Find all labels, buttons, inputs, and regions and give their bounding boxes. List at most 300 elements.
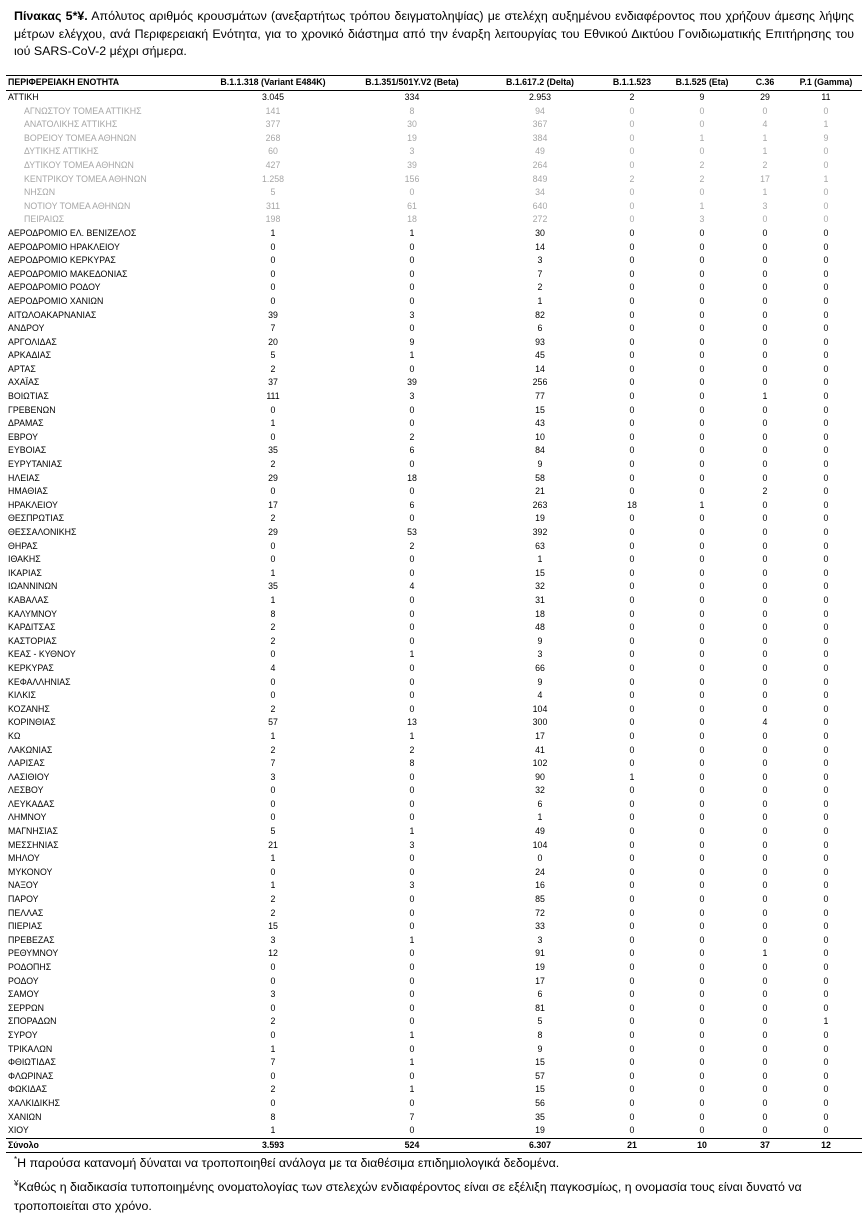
region-name: ΑΝΑΤΟΛΙΚΗΣ ΑΤΤΙΚΗΣ	[24, 119, 118, 130]
case-count: 60	[268, 146, 278, 157]
case-count: 0	[629, 527, 635, 537]
case-count: 0	[762, 1111, 768, 1122]
case-count: 0	[762, 105, 768, 116]
case-count: 1	[537, 812, 543, 823]
case-count: 53	[407, 527, 417, 537]
case-count: 0	[699, 839, 705, 850]
case-count: 2	[270, 1016, 276, 1027]
case-count: 0	[409, 662, 415, 673]
case-count: 45	[535, 350, 545, 361]
case-count: 0	[629, 826, 635, 837]
case-count: 0	[629, 921, 635, 932]
case-count: 15	[268, 921, 278, 932]
case-count: 0	[699, 1002, 705, 1013]
case-count: 0	[823, 744, 829, 755]
case-count: 4	[537, 690, 543, 701]
case-count: 0	[762, 418, 768, 429]
case-count: 0	[823, 934, 829, 945]
case-count: 0	[629, 812, 635, 823]
case-count: 0	[762, 1016, 768, 1027]
case-count: 640	[532, 200, 548, 211]
case-count: 0	[270, 649, 276, 660]
case-count: 0	[699, 662, 705, 673]
case-count: 0	[699, 608, 705, 619]
case-count: 0	[699, 1029, 705, 1040]
case-count: 0	[699, 758, 705, 769]
case-count: 0	[823, 730, 829, 741]
case-count: 0	[762, 798, 768, 809]
case-count: 15	[535, 404, 545, 415]
case-count: 7	[409, 1111, 415, 1122]
case-count: 0	[823, 540, 829, 551]
case-count: 0	[823, 1029, 829, 1040]
region-name: ΑΡΚΑΔΙΑΣ	[8, 350, 52, 361]
case-count: 1	[270, 880, 276, 891]
case-count: 311	[265, 200, 281, 211]
case-count: 0	[409, 1016, 415, 1027]
table-row	[6, 975, 862, 989]
case-count: 0	[629, 445, 635, 456]
case-count: 0	[699, 567, 705, 578]
case-count: 0	[699, 486, 705, 497]
case-count: 0	[699, 472, 705, 483]
footnote-mark: *	[14, 1155, 18, 1164]
case-count: 1	[823, 1016, 829, 1027]
case-count: 0	[823, 853, 829, 864]
table-row	[6, 281, 862, 295]
case-count: 4	[762, 119, 768, 130]
case-count: 0	[629, 730, 635, 741]
case-count: 0	[699, 527, 705, 537]
case-count: 0	[629, 268, 635, 279]
case-count: 0	[270, 812, 276, 823]
region-name: ΑΕΡΟΔΡΟΜΙΟ ΜΑΚΕΔΟΝΙΑΣ	[8, 268, 128, 279]
case-count: 6	[409, 499, 415, 510]
region-name: ΦΛΩΡΙΝΑΣ	[8, 1070, 54, 1081]
case-count: 0	[823, 839, 829, 850]
case-count: 0	[270, 866, 276, 877]
case-count: 0	[629, 323, 635, 334]
case-count: 0	[270, 255, 276, 266]
case-count: 0	[699, 1084, 705, 1095]
case-count: 0	[270, 1097, 276, 1108]
footnotes	[14, 1150, 854, 1217]
case-count: 0	[699, 404, 705, 415]
case-count: 0	[629, 214, 635, 225]
case-count: 0	[699, 268, 705, 279]
case-count: 9	[409, 336, 415, 347]
table-row	[6, 784, 862, 798]
case-count: 0	[629, 132, 635, 143]
case-count: 0	[629, 744, 635, 755]
case-count: 0	[699, 921, 705, 932]
case-count: 17	[535, 975, 545, 986]
table-row	[6, 309, 862, 323]
case-count: 0	[629, 159, 635, 170]
case-count: 0	[629, 635, 635, 646]
case-count: 0	[762, 594, 768, 605]
case-count: 0	[823, 826, 829, 837]
case-count: 0	[762, 758, 768, 769]
case-count: 0	[629, 282, 635, 293]
case-count: 0	[823, 268, 829, 279]
case-count: 0	[823, 1070, 829, 1081]
case-count: 0	[699, 581, 705, 592]
case-count: 10	[664, 1138, 740, 1153]
table-row	[6, 703, 862, 717]
case-count: 0	[762, 472, 768, 483]
table-row	[6, 648, 862, 662]
case-count: 77	[535, 391, 545, 402]
case-count: 0	[823, 214, 829, 225]
region-name: ΑΕΡΟΔΡΟΜΙΟ ΗΡΑΚΛΕΙΟΥ	[8, 241, 120, 252]
case-count: 94	[535, 105, 545, 116]
case-count: 3	[409, 146, 415, 157]
case-count: 48	[535, 622, 545, 633]
case-count: 0	[270, 798, 276, 809]
case-count: 39	[407, 377, 417, 388]
case-count: 3	[409, 880, 415, 891]
case-count: 49	[535, 146, 545, 157]
case-count: 15	[535, 1057, 545, 1068]
case-count: 3	[762, 200, 768, 211]
case-count: 2	[409, 744, 415, 755]
table-row	[6, 852, 862, 866]
table-row	[6, 444, 862, 458]
case-count: 0	[629, 1016, 635, 1027]
table-row	[6, 390, 862, 404]
table-row	[6, 662, 862, 676]
case-count: 3	[537, 255, 543, 266]
case-count: 39	[268, 309, 278, 320]
caption-label: Πίνακας 5*¥.	[14, 9, 88, 23]
region-name: ΣΕΡΡΩΝ	[8, 1002, 44, 1013]
case-count: 0	[823, 159, 829, 170]
case-count: 272	[532, 214, 548, 225]
case-count: 0	[270, 431, 276, 442]
case-count: 8	[409, 758, 415, 769]
region-name: ΗΡΑΚΛΕΙΟΥ	[8, 499, 58, 510]
region-name: ΔΡΑΜΑΣ	[8, 418, 44, 429]
case-count: 0	[823, 907, 829, 918]
case-count: 1.258	[261, 173, 284, 184]
table-row	[6, 526, 862, 540]
case-count: 0	[699, 703, 705, 714]
case-count: 0	[699, 594, 705, 605]
case-count: 0	[823, 866, 829, 877]
case-count: 0	[823, 662, 829, 673]
case-count: 0	[823, 513, 829, 524]
case-count: 35	[268, 445, 278, 456]
case-count: 0	[699, 622, 705, 633]
case-count: 0	[629, 336, 635, 347]
table-row	[6, 458, 862, 472]
case-count: 0	[629, 690, 635, 701]
case-count: 198	[265, 214, 281, 225]
case-count: 0	[762, 785, 768, 796]
table-row	[6, 1124, 862, 1138]
case-count: 81	[535, 1002, 545, 1013]
case-count: 0	[629, 255, 635, 266]
table-row	[6, 907, 862, 921]
case-count: 0	[762, 676, 768, 687]
case-count: 5	[270, 350, 276, 361]
case-count: 156	[404, 173, 420, 184]
region-name: ΚΕΝΤΡΙΚΟΥ ΤΟΜΕΑ ΑΘΗΝΩΝ	[24, 173, 147, 184]
case-count: 0	[629, 785, 635, 796]
case-count: 0	[629, 1111, 635, 1122]
variants-table	[6, 75, 862, 1153]
case-count: 0	[270, 282, 276, 293]
sub-region-row	[6, 105, 862, 119]
case-count: 0	[823, 527, 829, 537]
case-count: 2	[270, 622, 276, 633]
case-count: 0	[762, 295, 768, 306]
caption-text: Απόλυτος αριθμός κρουσμάτων (ανεξαρτήτως τρόπου δειγματοληψίας) με στελέχη αυξημένου ενδιαφέροντος που χρήζουν άμεσης λήψης μέτρων ελέγχου, ανά Περιφερειακή Ενότητα, για το χρονικό διάστημα από την έναρξη λειτουργίας του Εθνικού Δικτύου Γονιδιωματικής Επιτήρησης του ιού SARS-CoV-2 μέχρι σήμερα.	[14, 9, 854, 58]
table-row	[6, 431, 862, 445]
case-count: 1	[537, 295, 543, 306]
case-count: 0	[823, 336, 829, 347]
case-count: 0	[762, 241, 768, 252]
case-count: 91	[535, 948, 545, 959]
case-count: 0	[699, 730, 705, 741]
case-count: 1	[270, 594, 276, 605]
region-name: ΠΡΕΒΕΖΑΣ	[8, 934, 55, 945]
case-count: 0	[409, 323, 415, 334]
table-row	[6, 825, 862, 839]
region-name: ΝΗΣΩΝ	[24, 187, 56, 198]
case-count: 0	[699, 418, 705, 429]
column-header: B.1.525 (Eta)	[664, 76, 740, 91]
region-name: ΕΒΡΟΥ	[8, 431, 39, 442]
table-row	[6, 744, 862, 758]
case-count: 0	[823, 472, 829, 483]
case-count: 0	[699, 350, 705, 361]
case-count: 0	[629, 581, 635, 592]
region-name: ΑΧΑΪΑΣ	[8, 377, 40, 388]
region-name: ΣΥΡΟΥ	[8, 1029, 38, 1040]
case-count: 263	[532, 499, 548, 510]
case-count: 0	[409, 866, 415, 877]
case-count: 16	[535, 880, 545, 891]
case-count: 0	[762, 703, 768, 714]
case-count: 3	[537, 934, 543, 945]
case-count: 12	[268, 948, 278, 959]
case-count: 0	[629, 567, 635, 578]
case-count: 2	[270, 1084, 276, 1095]
case-count: 0	[270, 268, 276, 279]
case-count: 0	[762, 214, 768, 225]
case-count: 4	[409, 581, 415, 592]
case-count: 0	[762, 771, 768, 782]
region-name: ΛΗΜΝΟΥ	[8, 812, 47, 823]
case-count: 32	[535, 581, 545, 592]
case-count: 0	[629, 894, 635, 905]
case-count: 1	[762, 132, 768, 143]
case-count: 141	[265, 105, 281, 116]
case-count: 35	[268, 581, 278, 592]
table-row	[6, 947, 862, 961]
region-name: ΘΕΣΣΑΛΟΝΙΚΗΣ	[8, 527, 77, 537]
case-count: 0	[409, 1070, 415, 1081]
case-count: 0	[762, 975, 768, 986]
case-count: 0	[409, 1002, 415, 1013]
case-count: 1	[762, 948, 768, 959]
case-count: 37	[268, 377, 278, 388]
case-count: 61	[407, 200, 417, 211]
region-name: ΦΘΙΩΤΙΔΑΣ	[8, 1057, 56, 1068]
case-count: 0	[629, 309, 635, 320]
case-count: 0	[762, 377, 768, 388]
case-count: 0	[409, 690, 415, 701]
column-header: B.1.1.523	[600, 76, 664, 91]
table-row	[6, 988, 862, 1002]
case-count: 300	[532, 717, 548, 728]
case-count: 0	[270, 295, 276, 306]
case-count: 0	[762, 431, 768, 442]
case-count: 1	[762, 187, 768, 198]
case-count: 5	[537, 1016, 543, 1027]
case-count: 1	[270, 227, 276, 238]
table-row	[6, 268, 862, 282]
case-count: 29	[268, 472, 278, 483]
case-count: 0	[629, 540, 635, 551]
case-count: 1	[409, 730, 415, 741]
table-row	[6, 1097, 862, 1111]
region-name: ΚΕΑΣ - ΚΥΘΝΟΥ	[8, 649, 76, 660]
case-count: 0	[270, 404, 276, 415]
case-count: 0	[762, 581, 768, 592]
case-count: 0	[823, 608, 829, 619]
table-row	[6, 798, 862, 812]
case-count: 2	[699, 159, 705, 170]
case-count: 1	[270, 853, 276, 864]
case-count: 0	[762, 350, 768, 361]
case-count: 0	[629, 962, 635, 972]
case-count: 0	[409, 255, 415, 266]
case-count: 1	[270, 567, 276, 578]
region-name: ΜΥΚΟΝΟΥ	[8, 866, 53, 877]
case-count: 41	[535, 744, 545, 755]
region-name: ΑΡΓΟΛΙΔΑΣ	[8, 336, 57, 347]
case-count: 0	[823, 187, 829, 198]
case-count: 4	[270, 662, 276, 673]
case-count: 0	[762, 826, 768, 837]
case-count: 0	[699, 907, 705, 918]
case-count: 0	[699, 119, 705, 130]
case-count: 0	[823, 785, 829, 796]
case-count: 21	[600, 1138, 664, 1153]
region-name: ΠΕΛΛΑΣ	[8, 907, 44, 918]
case-count: 0	[699, 391, 705, 402]
case-count: 0	[629, 363, 635, 374]
case-count: 0	[409, 812, 415, 823]
region-name: ΠΙΕΡΙΑΣ	[8, 921, 43, 932]
case-count: 524	[344, 1138, 480, 1153]
region-name: ΗΛΕΙΑΣ	[8, 472, 40, 483]
case-count: 0	[699, 635, 705, 646]
case-count: 0	[823, 690, 829, 701]
case-count: 21	[535, 486, 545, 497]
table-row	[6, 866, 862, 880]
case-count: 0	[823, 200, 829, 211]
case-count: 14	[535, 363, 545, 374]
case-count: 2	[270, 459, 276, 470]
case-count: 0	[762, 336, 768, 347]
case-count: 31	[535, 594, 545, 605]
region-name: ΓΡΕΒΕΝΩΝ	[8, 404, 56, 415]
case-count: 0	[823, 717, 829, 728]
case-count: 2	[270, 363, 276, 374]
case-count: 1	[409, 826, 415, 837]
case-count: 0	[270, 1002, 276, 1013]
case-count: 0	[699, 962, 705, 972]
case-count: 0	[823, 445, 829, 456]
case-count: 1	[629, 771, 635, 782]
case-count: 0	[762, 962, 768, 972]
case-count: 2.953	[528, 92, 551, 102]
case-count: 0	[629, 758, 635, 769]
region-name: Σύνολο	[6, 1138, 202, 1153]
case-count: 0	[762, 1070, 768, 1081]
case-count: 0	[270, 1070, 276, 1081]
case-count: 15	[535, 1084, 545, 1095]
case-count: 0	[823, 1111, 829, 1122]
case-count: 0	[629, 1029, 635, 1040]
region-name: ΧΑΝΙΩΝ	[8, 1111, 42, 1122]
case-count: 0	[270, 676, 276, 687]
case-count: 0	[762, 880, 768, 891]
case-count: 0	[823, 1097, 829, 1108]
table-row	[6, 1083, 862, 1097]
case-count: 0	[699, 540, 705, 551]
case-count: 8	[270, 608, 276, 619]
case-count: 0	[699, 377, 705, 388]
case-count: 0	[762, 1043, 768, 1054]
case-count: 0	[823, 350, 829, 361]
case-count: 6	[537, 323, 543, 334]
region-name: ΑΕΡΟΔΡΟΜΙΟ ΧΑΝΙΩΝ	[8, 295, 104, 306]
footnote-text: Η παρούσα κατανομή δύναται να τροποποιηθεί ανάλογα με τα διαθέσιμα επιδημιολογικά δεδομένα.	[17, 1156, 560, 1171]
case-count: 3	[270, 771, 276, 782]
case-count: 0	[823, 1125, 829, 1136]
case-count: 0	[762, 921, 768, 932]
region-name: ΚΑΡΔΙΤΣΑΣ	[8, 622, 56, 633]
table-row	[6, 241, 862, 255]
case-count: 0	[629, 662, 635, 673]
case-count: 0	[629, 200, 635, 211]
case-count: 9	[537, 459, 543, 470]
case-count: 0	[629, 853, 635, 864]
case-count: 0	[762, 1029, 768, 1040]
case-count: 0	[270, 1029, 276, 1040]
table-row	[6, 934, 862, 948]
case-count: 72	[535, 907, 545, 918]
table-row	[6, 553, 862, 567]
case-count: 19	[535, 962, 545, 972]
case-count: 4	[762, 717, 768, 728]
case-count: 0	[409, 486, 415, 497]
case-count: 0	[699, 771, 705, 782]
case-count: 0	[699, 744, 705, 755]
case-count: 9	[823, 132, 829, 143]
case-count: 392	[532, 527, 548, 537]
case-count: 0	[762, 1002, 768, 1013]
case-count: 43	[535, 418, 545, 429]
region-name: ΛΑΚΩΝΙΑΣ	[8, 744, 53, 755]
case-count: 19	[407, 132, 417, 143]
case-count: 0	[762, 662, 768, 673]
